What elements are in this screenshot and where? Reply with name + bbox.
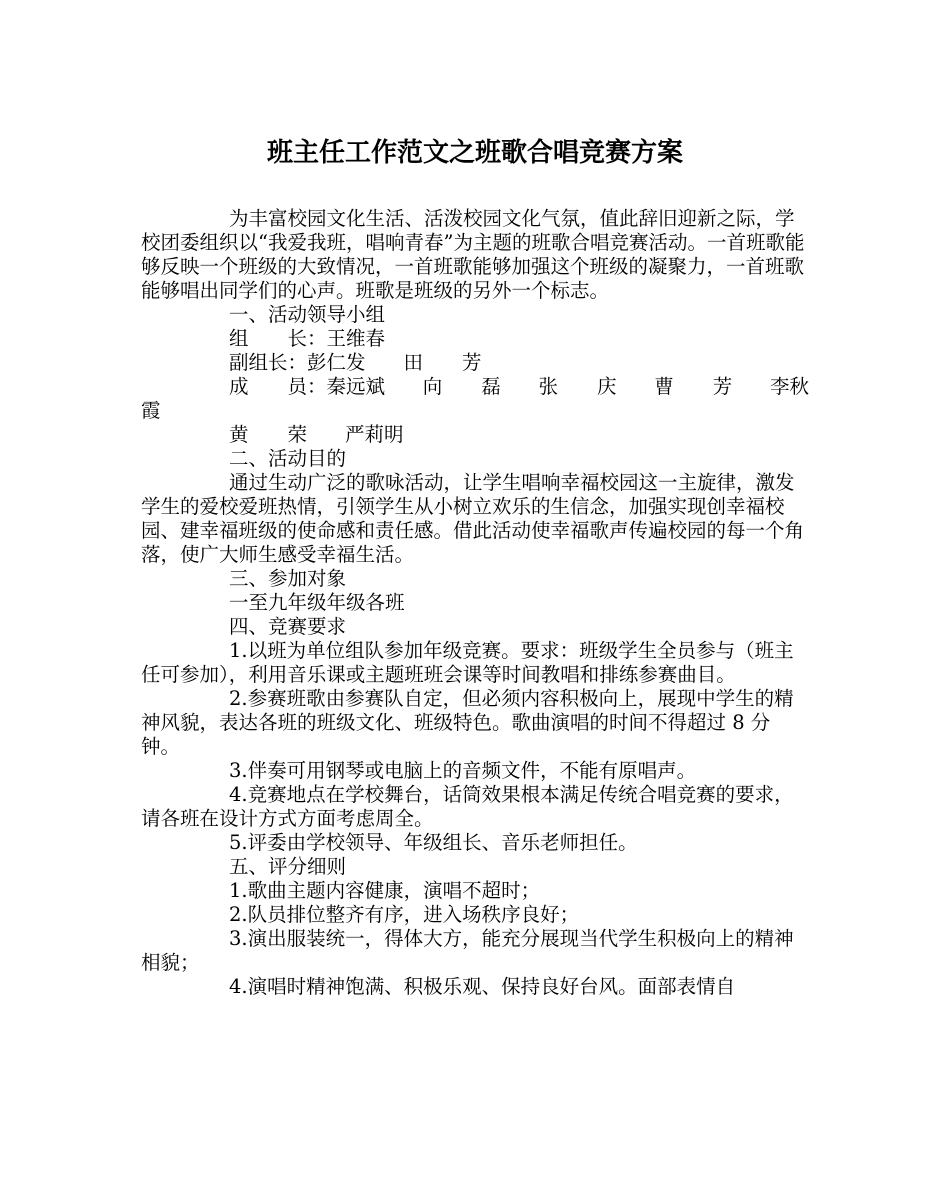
section-2-heading: 二、活动目的 xyxy=(229,447,347,470)
spacer xyxy=(307,423,345,447)
section-4-item-1: 1.以班为单位组队参加年级竞赛。要求：班级学生全员参与（班主任可参加），利用音乐课或主题班班会课等时间教唱和排练参赛曲目。 xyxy=(141,639,794,686)
members-label-and-first xyxy=(229,375,385,399)
section-4-item-3: 3.伴奏可用钢琴或电脑上的音频文件，不能有原唱声。 xyxy=(229,759,697,782)
leader-label: 组 长： xyxy=(229,327,327,350)
members-line xyxy=(141,375,809,399)
section-4-item-4: 4.竞赛地点在学校舞台，话筒效果根本满足传统合唱竞赛的要求，请各班在设计方式方面考虑周全。 xyxy=(141,783,794,830)
section-2-text: 通过生动广泛的歌咏活动，让学生唱响幸福校园这一主旋律，激发学生的爱校爱班热情，引领学生从小树立欢乐的生信念，加强实现创幸福校园、建幸福班级的使命感和责任感。借此活动使幸福歌声传遍校园的每一个角落，使广大师生感受幸福生活。 xyxy=(141,471,805,566)
member-name-5: 李秋 xyxy=(769,375,809,398)
section-4-item-5: 5.评委由学校领导、年级组长、音乐老师担任。 xyxy=(229,831,638,854)
deputy-name-2: 田 芳 xyxy=(403,351,482,374)
member-name-4: 曹 芳 xyxy=(654,375,733,398)
member-name-1: 秦远斌 xyxy=(326,375,386,398)
spacer xyxy=(366,351,404,375)
member-name-7: 严莉明 xyxy=(345,423,404,446)
members-line-2 xyxy=(141,423,809,447)
section-5-heading: 五、评分细则 xyxy=(229,855,347,878)
leader-line xyxy=(141,327,809,351)
section-3-text: 一至九年级年级各班 xyxy=(229,591,405,614)
deputy-name-1: 彭仁发 xyxy=(307,351,366,374)
section-1-heading: 一、活动领导小组 xyxy=(229,303,386,326)
document-body xyxy=(141,207,809,999)
leader-name: 王维春 xyxy=(326,327,386,350)
member-name-2: 向 磊 xyxy=(422,375,501,398)
deputy-line xyxy=(141,351,809,375)
section-5-item-1: 1.歌曲主题内容健康，演唱不超时； xyxy=(229,879,541,902)
section-4-item-2: 2.参赛班歌由参赛队自定，但必须内容积极向上，展现中学生的精神风貌，表达各班的班级文化、班级特色。歌曲演唱的时间不得超过 8 分钟。 xyxy=(141,687,794,758)
section-5-item-3: 3.演出服装统一，得体大方，能充分展现当代学生积极向上的精神相貌； xyxy=(141,927,794,974)
member-name-3: 张 庆 xyxy=(538,375,617,398)
member-name-6: 黄 荣 xyxy=(229,423,308,446)
members-wrap: 霞 xyxy=(141,399,161,422)
document-title: 班主任工作范文之班歌合唱竞赛方案 xyxy=(266,138,683,168)
section-3-heading: 三、参加对象 xyxy=(229,567,347,590)
section-5-item-4: 4.演唱时精神饱满、积极乐观、保持良好台风。面部表情自 xyxy=(229,975,736,998)
intro-paragraph: 为丰富校园文化生活、活泼校园文化气氛，值此辞旧迎新之际，学校团委组织以“我爱我班，唱响青春”为主题的班歌合唱竞赛活动。一首班歌能够反映一个班级的大致情况，一首班歌能够加强这个班级的凝聚力，一首班歌能够唱出同学们的心声。班歌是班级的另外一个标志。 xyxy=(141,207,805,302)
section-5-item-2: 2.队员排位整齐有序，进入场秩序良好； xyxy=(229,903,580,926)
deputy-label: 副组长： xyxy=(229,351,308,374)
members-label: 成 员： xyxy=(229,375,327,398)
section-4-heading: 四、竞赛要求 xyxy=(229,615,347,638)
